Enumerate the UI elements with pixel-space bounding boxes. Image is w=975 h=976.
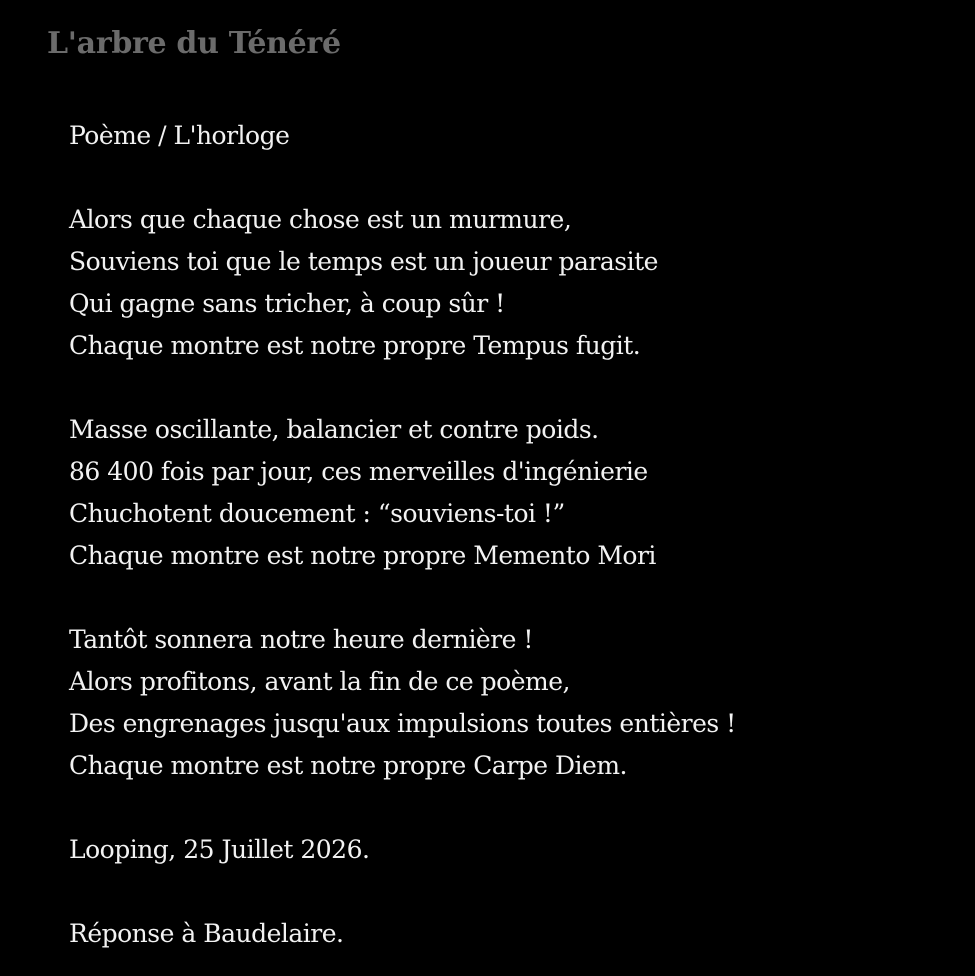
poem-heading: Poème / L'horloge [69,121,290,150]
poem-body [69,115,736,955]
verse-line: Souviens toi que le temps est un joueur parasite [69,247,658,276]
stanza-2 [69,409,736,577]
verse-line: Chaque montre est notre propre Tempus fugit. [69,331,641,360]
verse-line: Alors profitons, avant la fin de ce poème, [69,667,570,696]
verse-line: Chaque montre est notre propre Carpe Diem. [69,751,628,780]
verse-line: Des engrenages jusqu'aux impulsions toutes entières ! [69,709,736,738]
poem-dedication: Réponse à Baudelaire. [69,919,344,948]
verse-line: 86 400 fois par jour, ces merveilles d'ingénierie [69,457,648,486]
poem-signature: Looping, 25 Juillet 2026. [69,835,370,864]
stanza-1 [69,199,736,367]
verse-line: Chaque montre est notre propre Memento Mori [69,541,656,570]
verse-line: Alors que chaque chose est un murmure, [69,205,572,234]
stanza-3 [69,619,736,787]
site-title[interactable]: L'arbre du Ténéré [47,26,341,61]
verse-line: Chuchotent doucement : “souviens-toi !” [69,499,565,528]
verse-line: Tantôt sonnera notre heure dernière ! [69,625,533,654]
verse-line: Masse oscillante, balancier et contre poids. [69,415,599,444]
verse-line: Qui gagne sans tricher, à coup sûr ! [69,289,505,318]
